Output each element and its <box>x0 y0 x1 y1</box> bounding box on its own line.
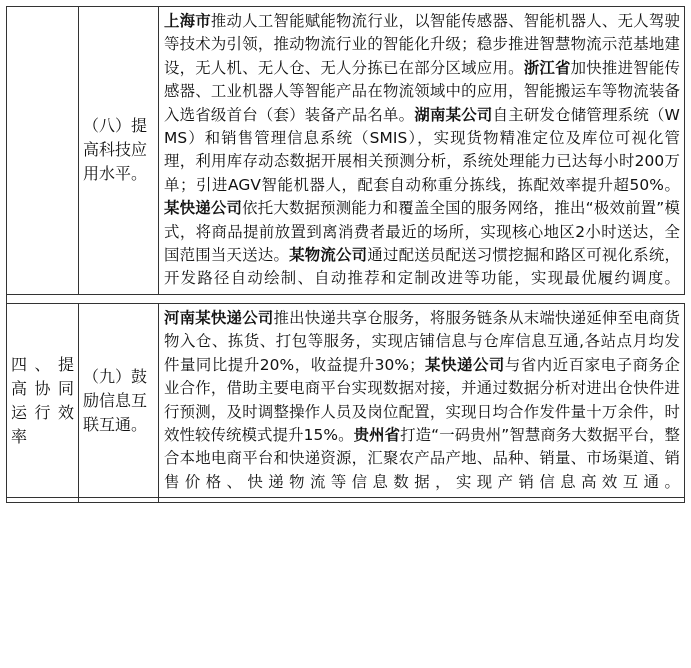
content-cell <box>159 7 685 295</box>
content-text: 打造“一码贵州”智慧商务大数据平台，整合本地电商平台和快递资源，汇聚农产品产地、品种、销量、市场渠道、销售价格、快递物流等信息数据，实现产销信息高效互通。 <box>164 425 680 491</box>
next-cell <box>159 498 685 503</box>
content-text: 加快推进智能传感器、工业机器人等智能产品在物流领域中的应用，智能搬运车等物流装备入选省级首台（套）装备产品名单。 <box>164 58 680 124</box>
subcategory-cell <box>79 303 159 497</box>
content-text: 推出快递共享仓服务，将服务链条从末端快递延伸至电商货物入仓、拣货、打包等服务，实现店铺信息与仓库信息互通,各站点月均发件量同比提升20%，收益提升30%； <box>164 308 680 374</box>
table-row-next <box>7 498 685 503</box>
gap-cell <box>79 294 159 303</box>
entity-name: 某物流公司 <box>289 246 368 265</box>
category-cell-empty <box>7 7 79 295</box>
entity-name: 某快递公司 <box>424 355 505 374</box>
category-cell <box>7 303 79 497</box>
entity-name: 上海市 <box>164 12 211 30</box>
content-text: 通过配送员配送习惯挖掘和路区可视化系统，开发路径自动绘制、自动推荐和定制改进等功能，实现最优履约调度。 <box>164 246 680 288</box>
table-row-8 <box>7 7 685 295</box>
next-cell <box>79 498 159 503</box>
entity-name: 湖南某公司 <box>414 105 493 124</box>
category-text: 四、提高协同运行效率 <box>11 354 74 446</box>
subcategory-text: （九）鼓励信息互联互通。 <box>83 366 148 434</box>
content-paragraph <box>159 304 684 497</box>
table-row-9 <box>7 303 685 497</box>
next-cell <box>7 498 79 503</box>
content-text: 依托大数据预测能力和覆盖全国的服务网络，推出“极效前置”模式，将商品提前放置到离消费者最近的场所，实现核心地区2小时送达，全国范围当天送达。 <box>164 199 680 265</box>
subcategory-cell <box>79 7 159 295</box>
gap-cell <box>7 294 79 303</box>
entity-name: 某快递公司 <box>164 199 243 218</box>
content-text: 推动人工智能赋能物流行业，以智能传感器、智能机器人、无人驾驶等技术为引领，推动物流行业的智能化升级；稳步推进智慧物流示范基地建设，无人机、无人仓、无人分拣已在部分区域应用。 <box>164 12 680 77</box>
subcategory-text: （八）提高科技应用水平。 <box>83 116 148 184</box>
content-text: 自主研发仓储管理系统（WMS）和销售管理信息系统（SMIS），实现货物精准定位及库位可视化管理，利用库存动态数据开展相关预测分析，系统处理能力已达每小时200万单；引进AGV智能机器人，配套自动称重分拣线，拣配效率提升超50%。 <box>164 105 680 194</box>
content-paragraph <box>159 7 684 294</box>
content-text: 与省内近百家电子商务企业合作，借助主要电商平台实现数据对接，并通过数据分析对进出仓快件进行预测，及时调整操作人员及岗位配置，实现日均合作发件量十万余件，时效性较传统模式提升15%。 <box>164 355 680 444</box>
content-cell <box>159 303 685 497</box>
gap-cell <box>159 294 685 303</box>
policy-table <box>6 6 685 503</box>
table-gap <box>7 294 685 303</box>
entity-name: 河南某快递公司 <box>164 308 274 327</box>
entity-name: 贵州省 <box>353 425 401 444</box>
entity-name: 浙江省 <box>523 58 571 77</box>
